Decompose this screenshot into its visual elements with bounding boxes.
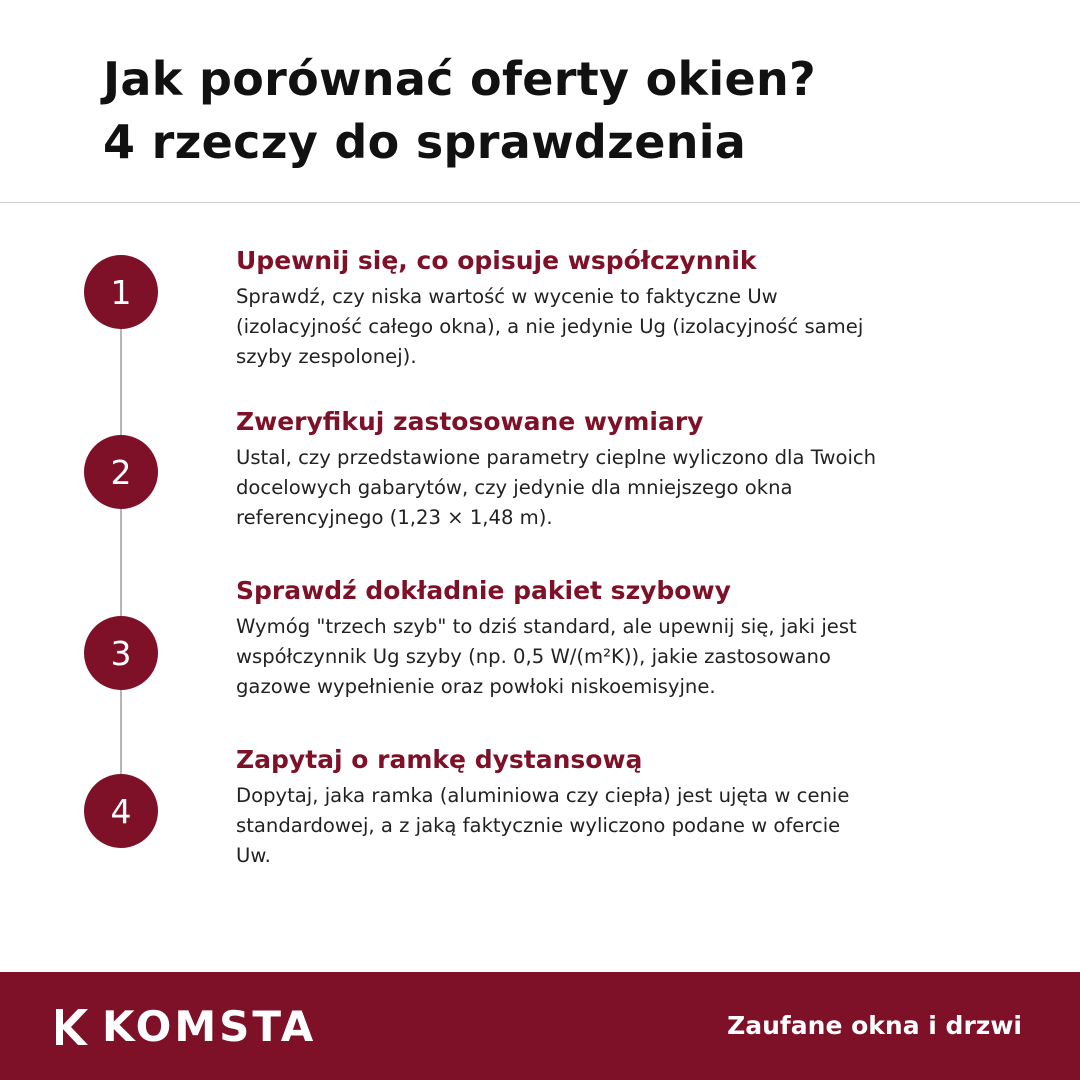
step-number-circle xyxy=(84,616,158,690)
step-number: 4 xyxy=(110,791,132,831)
timeline-line xyxy=(120,292,122,812)
step-description xyxy=(236,282,1036,372)
step-description-line: gazowe wypełnienie oraz powłoki niskoemisyjne. xyxy=(236,675,716,698)
brand-name: KOMSTA xyxy=(102,1002,317,1051)
step-description-line: Uw. xyxy=(236,844,271,867)
step-heading: Sprawdź dokładnie pakiet szybowy xyxy=(236,576,731,605)
step-number: 1 xyxy=(110,272,132,312)
step-item xyxy=(236,405,1036,533)
step-description-line: współczynnik Ug szyby (np. 0,5 W/(m²K)), jakie zastosowano xyxy=(236,645,831,668)
step-number: 2 xyxy=(110,452,132,492)
step-description-line: referencyjnego (1,23 × 1,48 m). xyxy=(236,506,553,529)
komsta-k-mark-icon xyxy=(54,1007,94,1047)
step-description xyxy=(236,781,1036,871)
page-title-line-1: Jak porównać oferty okien? xyxy=(103,52,817,106)
step-number-circle xyxy=(84,774,158,848)
step-item xyxy=(236,574,1036,702)
step-description-line: docelowych gabarytów, czy jedynie dla mniejszego okna xyxy=(236,476,793,499)
step-item xyxy=(236,743,1036,871)
step-heading: Zapytaj o ramkę dystansową xyxy=(236,745,643,774)
page-title-line-2: 4 rzeczy do sprawdzenia xyxy=(103,115,747,169)
header-divider xyxy=(0,202,1080,203)
step-heading: Upewnij się, co opisuje współczynnik xyxy=(236,246,757,275)
brand-tagline: Zaufane okna i drzwi xyxy=(727,1011,1022,1040)
step-item xyxy=(236,244,1036,372)
step-description-line: Ustal, czy przedstawione parametry cieplne wyliczono dla Twoich xyxy=(236,446,877,469)
step-description-line: (izolacyjność całego okna), a nie jedynie Ug (izolacyjność samej xyxy=(236,315,864,338)
step-description xyxy=(236,612,1036,702)
step-number: 3 xyxy=(110,633,132,673)
step-number-circle xyxy=(84,435,158,509)
step-heading: Zweryfikuj zastosowane wymiary xyxy=(236,407,704,436)
step-description-line: Sprawdź, czy niska wartość w wycenie to faktyczne Uw xyxy=(236,285,778,308)
step-description-line: standardowej, a z jaką faktycznie wyliczono podane w ofercie xyxy=(236,814,841,837)
step-description-line: szyby zespolonej). xyxy=(236,345,417,368)
title-block xyxy=(103,48,1003,174)
step-description-line: Dopytaj, jaka ramka (aluminiowa czy ciepła) jest ujęta w cenie xyxy=(236,784,850,807)
step-number-circle xyxy=(84,255,158,329)
footer-bar xyxy=(0,972,1080,1080)
brand-logo xyxy=(54,1002,317,1051)
step-description xyxy=(236,443,1036,533)
step-description-line: Wymóg "trzech szyb" to dziś standard, ale upewnij się, jaki jest xyxy=(236,615,857,638)
